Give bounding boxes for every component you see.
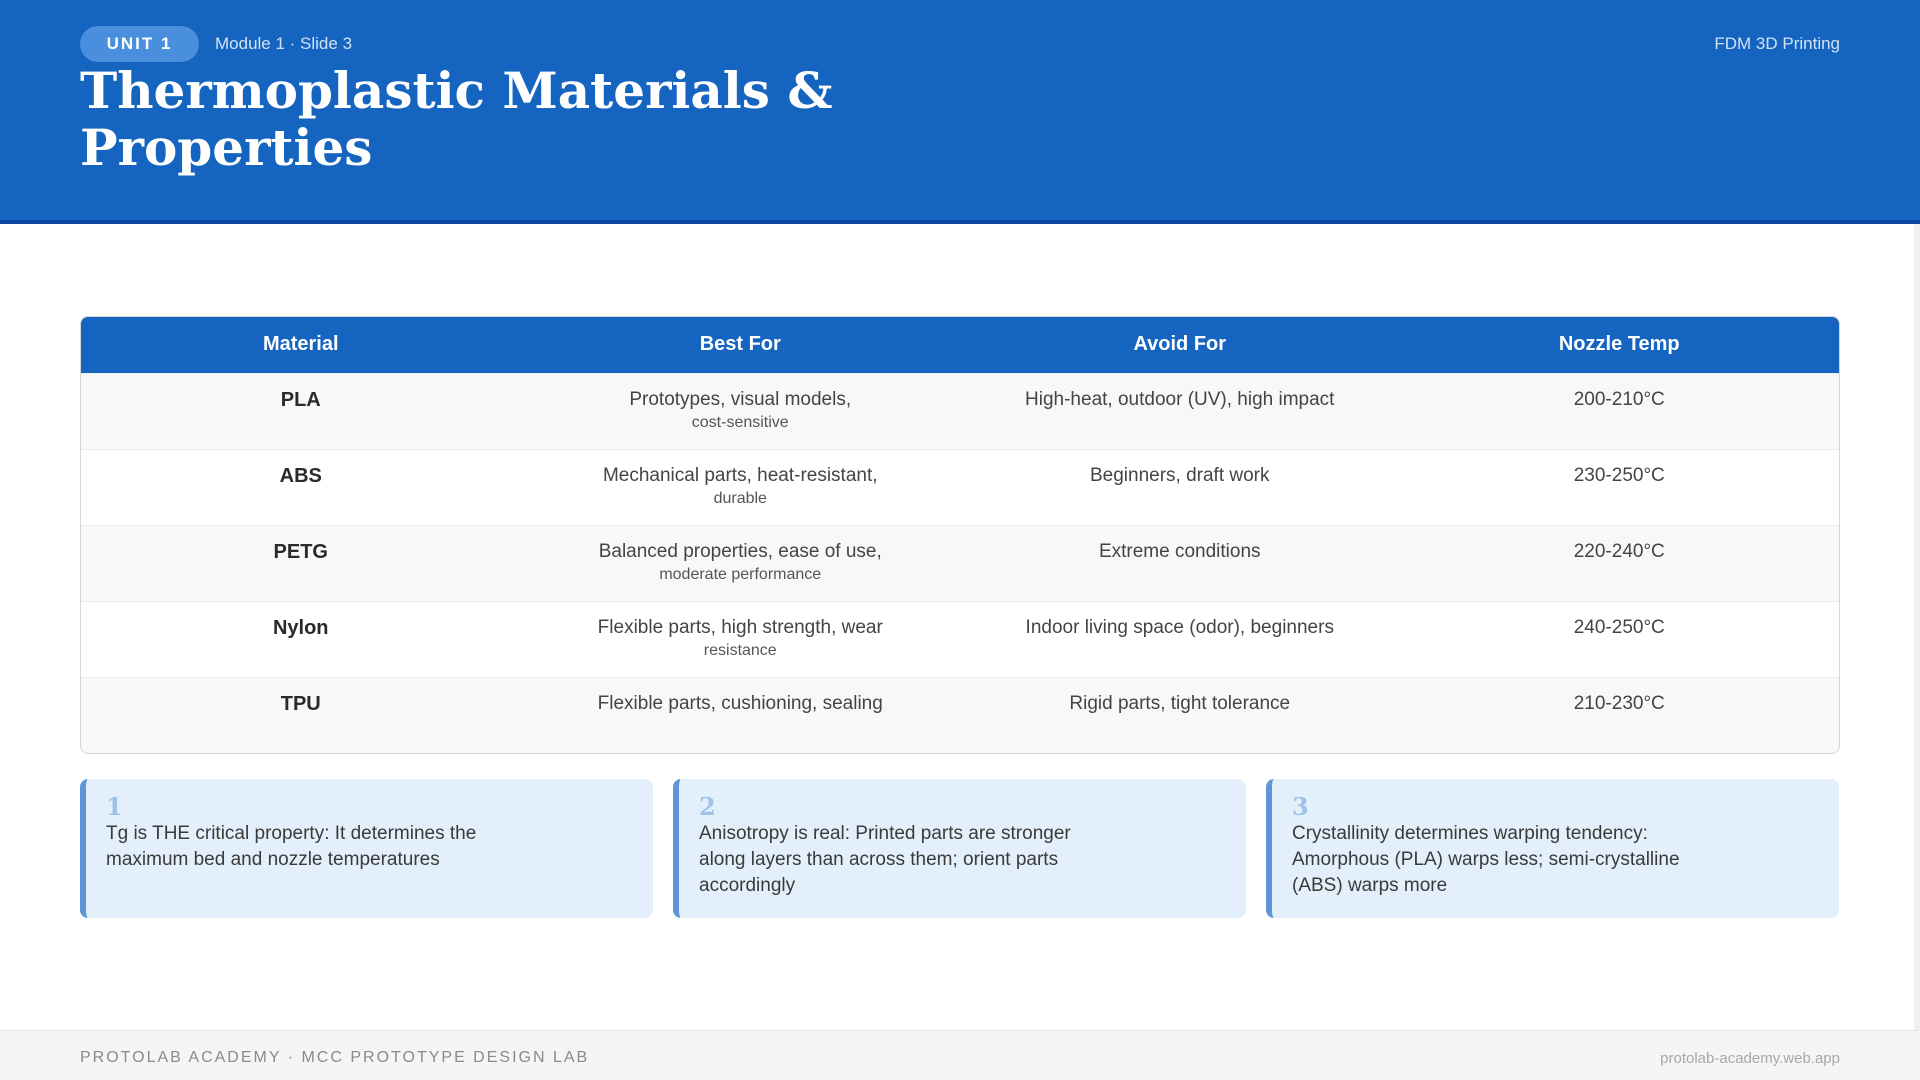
column-header-best-for: Best For	[699, 333, 781, 356]
avoid-for-cell: High-heat, outdoor (UV), high impact	[1025, 388, 1335, 410]
material-cell: Nylon	[272, 616, 329, 639]
course-label: FDM 3D Printing	[1714, 34, 1840, 53]
material-cell: PETG	[273, 540, 328, 563]
avoid-for-cell: Indoor living space (odor), beginners	[1025, 616, 1334, 638]
best-for-cell	[521, 373, 961, 449]
table-row	[81, 449, 1839, 525]
unit-badge: UNIT 1	[80, 26, 199, 62]
nozzle-temp-cell: 220-240°C	[1573, 540, 1665, 562]
best-for-text: Flexible parts, high strength, wear	[597, 616, 883, 638]
avoid-for-cell: Beginners, draft work	[1089, 464, 1270, 486]
column-header-avoid-for: Avoid For	[1133, 333, 1227, 356]
card-number: 2	[699, 792, 716, 821]
nozzle-temp-cell: 210-230°C	[1573, 692, 1665, 714]
best-for-subtext: resistance	[703, 641, 777, 659]
footer-organization: PROTOLAB ACADEMY · MCC PROTOTYPE DESIGN LAB	[80, 1049, 590, 1066]
key-point-card-3	[1266, 779, 1839, 918]
table-header-row	[81, 317, 1839, 373]
footer-url: protolab-academy.web.app	[1660, 1050, 1840, 1067]
best-for-cell	[521, 449, 961, 525]
slide-footer	[0, 1030, 1920, 1080]
key-point-card-2	[673, 779, 1246, 918]
table-row	[81, 677, 1839, 753]
slide-header	[0, 0, 1920, 224]
module-slide-label: Module 1 · Slide 3	[215, 34, 353, 53]
avoid-for-cell: Rigid parts, tight tolerance	[1069, 692, 1291, 714]
right-edge-strip	[1914, 224, 1920, 1030]
best-for-subtext: moderate performance	[659, 565, 822, 583]
best-for-text: Prototypes, visual models,	[629, 388, 852, 410]
table-row	[81, 525, 1839, 601]
best-for-cell	[521, 677, 961, 753]
page-title: Thermoplastic Materials & Properties	[80, 61, 833, 177]
material-cell: TPU	[280, 692, 321, 715]
materials-table	[80, 316, 1840, 754]
column-header-material: Material	[262, 333, 339, 356]
table-row	[81, 373, 1839, 449]
best-for-subtext: cost-sensitive	[691, 413, 789, 431]
avoid-for-cell: Extreme conditions	[1098, 540, 1261, 562]
nozzle-temp-cell: 200-210°C	[1573, 388, 1665, 410]
card-text: Anisotropy is real: Printed parts are stronger along layers than across them; orient parts accordingly	[699, 823, 1071, 896]
card-text: Tg is THE critical property: It determines the maximum bed and nozzle temperatures	[106, 823, 477, 870]
material-cell: PLA	[280, 388, 321, 411]
card-text: Crystallinity determines warping tendency: Amorphous (PLA) warps less; semi-crystalline (ABS) warps more	[1292, 823, 1680, 896]
card-number: 1	[106, 792, 123, 821]
best-for-cell	[521, 525, 961, 601]
best-for-text: Flexible parts, cushioning, sealing	[597, 692, 883, 714]
best-for-text: Balanced properties, ease of use,	[598, 540, 882, 562]
card-number: 3	[1292, 792, 1309, 821]
column-header-nozzle-temp: Nozzle Temp	[1558, 333, 1680, 356]
key-point-card-1	[80, 779, 653, 918]
table-row	[81, 601, 1839, 677]
best-for-text: Mechanical parts, heat-resistant,	[602, 464, 878, 486]
best-for-cell	[521, 601, 961, 677]
nozzle-temp-cell: 240-250°C	[1573, 616, 1665, 638]
material-cell: ABS	[279, 464, 322, 487]
best-for-subtext: durable	[713, 489, 767, 507]
nozzle-temp-cell: 230-250°C	[1573, 464, 1665, 486]
